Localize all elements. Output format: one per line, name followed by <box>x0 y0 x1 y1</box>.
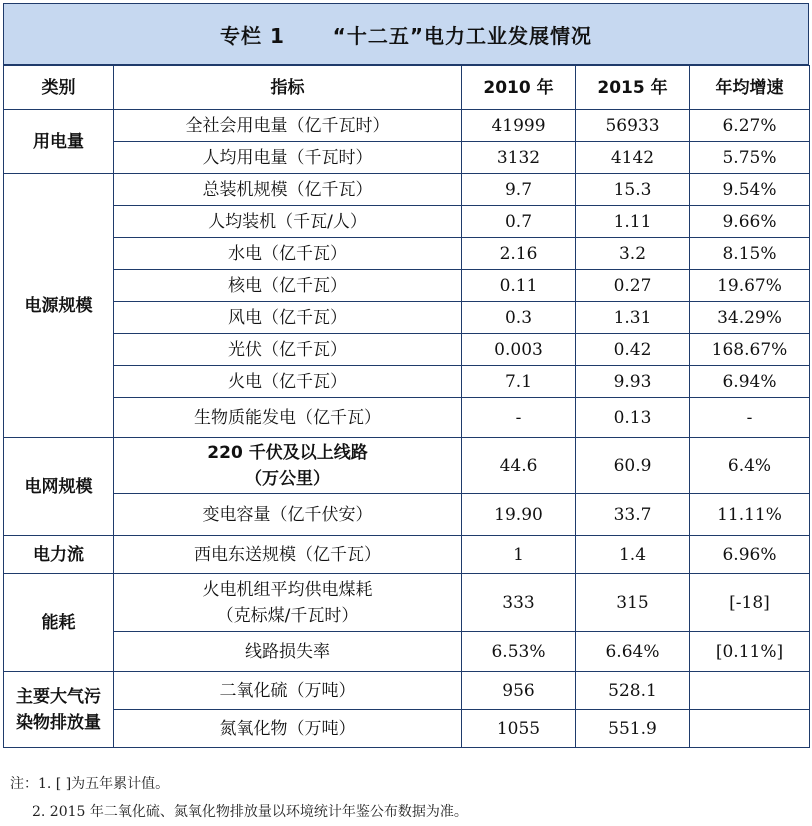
value-2015-cell: 0.27 <box>576 270 690 302</box>
table-row <box>4 302 810 334</box>
value-2015-cell: 551.9 <box>576 710 690 748</box>
indicator-cell: 变电容量（亿千伏安） <box>114 494 462 536</box>
indicator-cell: 220 千伏及以上线路 （万公里） <box>114 438 462 494</box>
value-2010-cell: 0.7 <box>462 206 576 238</box>
value-2010-cell: 41999 <box>462 110 576 142</box>
growth-cell: 9.66% <box>690 206 810 238</box>
table-row <box>4 238 810 270</box>
footnote-1: 注：1. [ ]为五年累计值。 <box>10 776 170 792</box>
indicator-cell: 核电（亿千瓦） <box>114 270 462 302</box>
table-row <box>4 206 810 238</box>
value-2015-cell: 315 <box>576 574 690 632</box>
growth-cell: [0.11%] <box>690 632 810 672</box>
category-cell: 主要大气污 染物排放量 <box>4 672 114 748</box>
value-2015-cell: 9.93 <box>576 366 690 398</box>
value-2010-cell: 9.7 <box>462 174 576 206</box>
value-2010-cell: 333 <box>462 574 576 632</box>
value-2010-cell: 19.90 <box>462 494 576 536</box>
indicator-cell: 氮氧化物（万吨） <box>114 710 462 748</box>
indicator-cell: 人均装机（千瓦/人） <box>114 206 462 238</box>
value-2015-cell: 1.11 <box>576 206 690 238</box>
value-2015-cell: 15.3 <box>576 174 690 206</box>
header-category: 类别 <box>4 66 114 110</box>
growth-cell: 5.75% <box>690 142 810 174</box>
growth-cell: 34.29% <box>690 302 810 334</box>
indicator-cell: 火电（亿千瓦） <box>114 366 462 398</box>
table-row <box>4 270 810 302</box>
header-indicator: 指标 <box>114 66 462 110</box>
growth-cell: 8.15% <box>690 238 810 270</box>
indicator-cell: 生物质能发电（亿千瓦） <box>114 398 462 438</box>
indicator-cell: 总装机规模（亿千瓦） <box>114 174 462 206</box>
category-cell: 电力流 <box>4 536 114 574</box>
value-2015-cell: 3.2 <box>576 238 690 270</box>
table-row <box>4 174 810 206</box>
growth-cell: 6.4% <box>690 438 810 494</box>
table-row <box>4 632 810 672</box>
value-2010-cell: 0.3 <box>462 302 576 334</box>
value-2010-cell: 1 <box>462 536 576 574</box>
growth-cell <box>690 672 810 710</box>
value-2015-cell: 0.42 <box>576 334 690 366</box>
table-row <box>4 142 810 174</box>
value-2010-cell: 6.53% <box>462 632 576 672</box>
growth-cell: 19.67% <box>690 270 810 302</box>
table-row <box>4 536 810 574</box>
table-row <box>4 438 810 494</box>
value-2010-cell: 44.6 <box>462 438 576 494</box>
growth-cell: 11.11% <box>690 494 810 536</box>
table-row <box>4 398 810 438</box>
table-title: 专栏 1 “十二五”电力工业发展情况 <box>3 3 809 65</box>
indicator-cell: 线路损失率 <box>114 632 462 672</box>
table-row <box>4 334 810 366</box>
table-row <box>4 672 810 710</box>
value-2010-cell: 2.16 <box>462 238 576 270</box>
table-row <box>4 366 810 398</box>
growth-cell: 6.27% <box>690 110 810 142</box>
header-row <box>4 66 810 110</box>
growth-cell <box>690 710 810 748</box>
indicator-cell: 水电（亿千瓦） <box>114 238 462 270</box>
growth-cell: 9.54% <box>690 174 810 206</box>
footnote-2: 2. 2015 年二氧化硫、氮氧化物排放量以环境统计年鉴公布数据为准。 <box>32 804 468 820</box>
value-2015-cell: 60.9 <box>576 438 690 494</box>
value-2010-cell: 0.003 <box>462 334 576 366</box>
value-2010-cell: 0.11 <box>462 270 576 302</box>
growth-cell: 6.94% <box>690 366 810 398</box>
indicator-cell: 风电（亿千瓦） <box>114 302 462 334</box>
table-row <box>4 110 810 142</box>
value-2015-cell: 0.13 <box>576 398 690 438</box>
indicator-cell: 光伏（亿千瓦） <box>114 334 462 366</box>
indicator-cell: 火电机组平均供电煤耗 （克标煤/千瓦时） <box>114 574 462 632</box>
indicator-cell: 二氧化硫（万吨） <box>114 672 462 710</box>
value-2010-cell: - <box>462 398 576 438</box>
value-2015-cell: 6.64% <box>576 632 690 672</box>
value-2015-cell: 33.7 <box>576 494 690 536</box>
header-2010: 2010 年 <box>462 66 576 110</box>
indicator-cell: 全社会用电量（亿千瓦时） <box>114 110 462 142</box>
value-2015-cell: 56933 <box>576 110 690 142</box>
indicator-cell: 人均用电量（千瓦时） <box>114 142 462 174</box>
header-growth: 年均增速 <box>690 66 810 110</box>
category-cell: 能耗 <box>4 574 114 672</box>
value-2010-cell: 956 <box>462 672 576 710</box>
growth-cell: 168.67% <box>690 334 810 366</box>
table-row <box>4 710 810 748</box>
growth-cell: 6.96% <box>690 536 810 574</box>
value-2015-cell: 1.4 <box>576 536 690 574</box>
growth-cell: - <box>690 398 810 438</box>
table-row <box>4 574 810 632</box>
header-2015: 2015 年 <box>576 66 690 110</box>
electric-power-table <box>3 65 810 748</box>
category-cell: 用电量 <box>4 110 114 174</box>
value-2010-cell: 3132 <box>462 142 576 174</box>
value-2015-cell: 1.31 <box>576 302 690 334</box>
value-2015-cell: 4142 <box>576 142 690 174</box>
value-2015-cell: 528.1 <box>576 672 690 710</box>
category-cell: 电源规模 <box>4 174 114 438</box>
category-cell: 电网规模 <box>4 438 114 536</box>
indicator-cell: 西电东送规模（亿千瓦） <box>114 536 462 574</box>
value-2010-cell: 7.1 <box>462 366 576 398</box>
growth-cell: [-18] <box>690 574 810 632</box>
footnotes <box>10 770 468 826</box>
value-2010-cell: 1055 <box>462 710 576 748</box>
table-row <box>4 494 810 536</box>
